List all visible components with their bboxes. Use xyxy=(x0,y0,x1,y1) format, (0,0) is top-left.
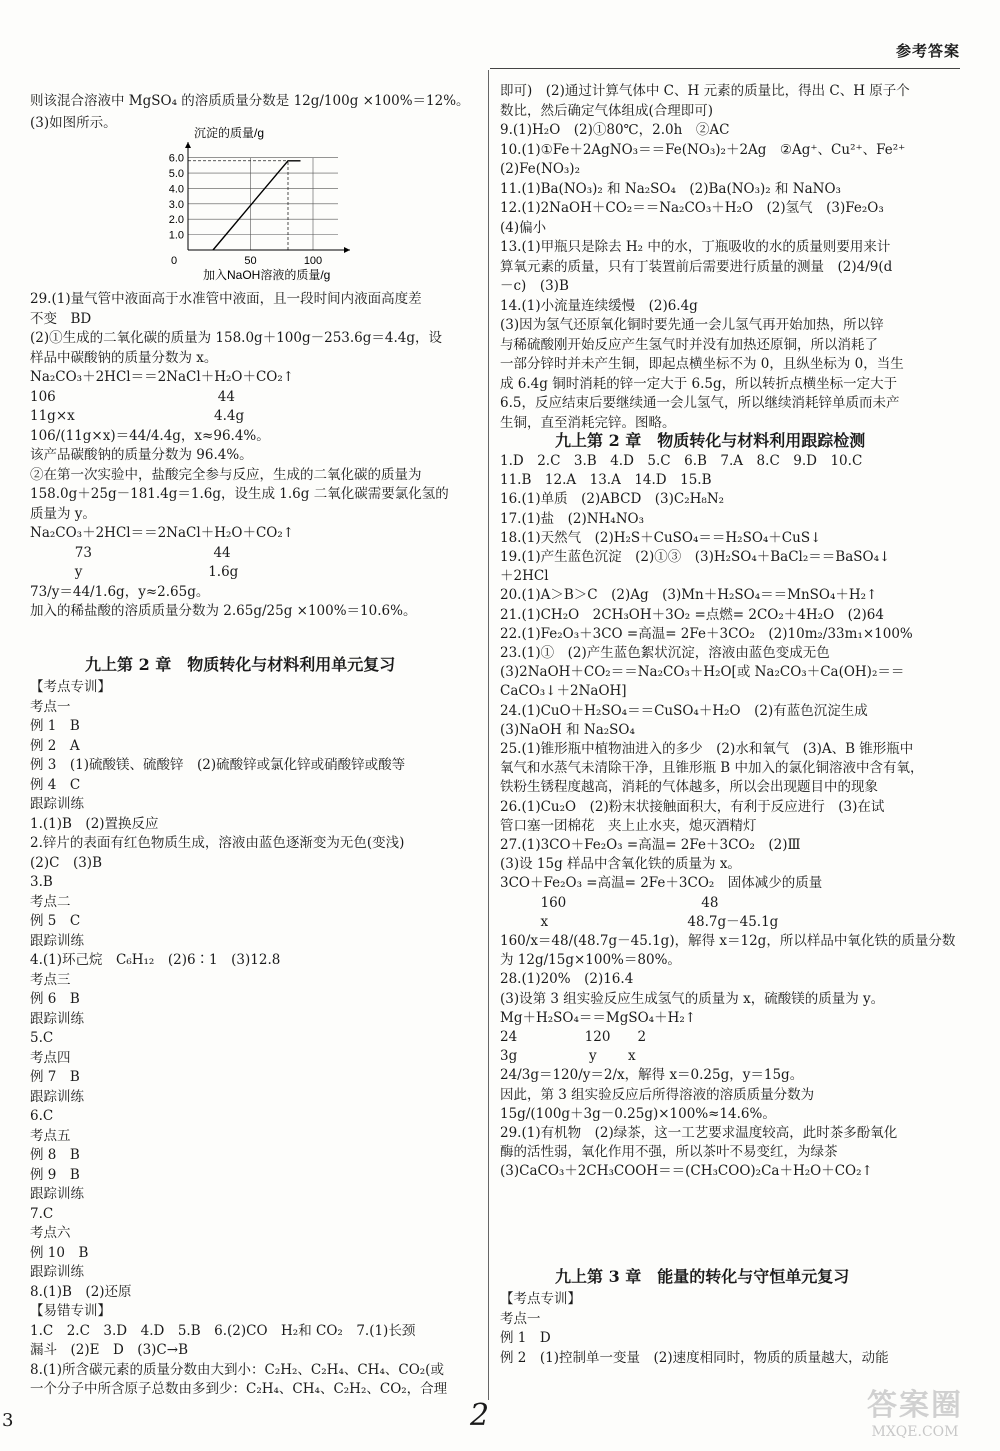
header-title: 参考答案 xyxy=(895,42,960,60)
precipitate-chart xyxy=(150,125,380,285)
header-rule xyxy=(490,68,960,69)
text-line: 6.C xyxy=(30,1108,54,1124)
text-line: 4.(1)环己烷 C₆H₁₂ (2)6∶1 (3)12.8 xyxy=(30,952,281,968)
text-line: 18.(1)天然气 (2)H₂S＋CuSO₄＝＝H₂SO₄＋CuS↓ xyxy=(500,529,822,546)
text-line: 20.(1)A＞B＞C (2)Ag (3)Mn＋H₂SO₄＝＝MnSO₄＋H₂↑ xyxy=(500,587,878,604)
text-line: 氧气和水蒸气未清除干净，且锥形瓶 B 中加入的氯化铜溶液中含有氧， xyxy=(500,760,924,777)
text-line: (4)偏小 xyxy=(500,219,547,236)
section-title: 九上第 2 章 物质转化与材料利用跟踪检测 xyxy=(555,431,866,450)
text-line: 158.0g＋25g－181.4g＝1.6g，设生成 1.6g 二氧化碳需要氯化氢的 xyxy=(30,486,449,502)
text-line: 3g y x xyxy=(500,1048,636,1065)
text-line: 即可) (2)通过计算气体中 C、H 元素的质量比，得出 C、H 原子个 xyxy=(500,83,910,99)
text-line: 加入的稀盐酸的溶质质量分数为 2.65g/25g ×100%＝10.6%。 xyxy=(30,603,417,619)
text-line: 跟踪训练 xyxy=(30,1264,84,1280)
text-line: 管口塞一团棉花 夹上止水夹，熄灭酒精灯 xyxy=(500,817,757,834)
text-line: Mg＋H₂SO₄＝＝MgSO₄＋H₂↑ xyxy=(500,1009,697,1026)
text-line: 11g×x 4.4g xyxy=(30,408,245,424)
text-line: 质量为 y。 xyxy=(30,505,96,522)
y-tick-label: 4.0 xyxy=(168,183,184,196)
text-line: 生铜，直至消耗完锌。图略。 xyxy=(500,414,676,431)
text-line: Na₂CO₃＋2HCl＝＝2NaCl＋H₂O＋CO₂↑ xyxy=(30,525,295,541)
text-line: 例 10 B xyxy=(30,1244,89,1261)
x-tick-label: 100 xyxy=(303,255,323,267)
text-line: 例 5 C xyxy=(30,913,81,929)
x-axis-label: 加入NaOH溶液的质量/g xyxy=(203,268,331,282)
text-line: 例 9 B xyxy=(30,1166,80,1183)
text-line: 跟踪训练 xyxy=(30,1088,84,1105)
text-line: (3)如图所示。 xyxy=(30,115,117,131)
text-line: 为 12g/15g×100%＝80%。 xyxy=(500,952,681,969)
text-line: 1.D 2.C 3.B 4.D 5.C 6.B 7.A 8.C 9.D 10.C xyxy=(500,453,863,469)
text-line: 与稀硫酸刚开始反应产生氢气时并没有加热还原铜，所以消耗了 xyxy=(500,336,878,353)
text-line: 106/(11g×x)＝44/4.4g，x≈96.4%。 xyxy=(30,427,270,444)
text-line: 算氧元素的质量，只有丁装置前后需要进行质量的测量 (2)4/9(d xyxy=(500,258,893,275)
text-line: ＋2HCl xyxy=(500,568,549,585)
text-line: (3)NaOH 和 Na₂SO₄ xyxy=(500,721,635,738)
text-line: 73/y＝44/1.6g，y≈2.65g。 xyxy=(30,583,210,600)
text-line: 一部分锌时并未产生铜，即起点横坐标不为 0，且纵坐标为 0，当生 xyxy=(500,356,904,372)
text-line: 16.(1)单质 (2)ABCD (3)C₂H₈N₂ xyxy=(500,491,725,508)
text-line: 25.(1)锥形瓶中植物油进入的多少 (2)水和氧气 (3)A、B 锥形瓶中 xyxy=(500,741,914,757)
column-divider xyxy=(488,70,489,1400)
text-line: 不变 BD xyxy=(30,310,92,327)
y-tick-label: 3.0 xyxy=(168,198,184,211)
text-line: 考点一 xyxy=(500,1310,541,1327)
text-line: 13.(1)甲瓶只是除去 H₂ 中的水，丁瓶吸收的水的质量则要用来计 xyxy=(500,239,891,255)
text-line: 160 48 xyxy=(500,894,719,911)
text-line: 29.(1)量气管中液面高于水准管中液面，且一段时间内液面高度差 xyxy=(30,291,422,307)
text-line: 一个分子中所含原子总数由多到少：C₂H₄、CH₄、C₂H₂、CO₂，合理 xyxy=(30,1381,448,1397)
text-line: 10.(1)①Fe＋2AgNO₃＝＝Fe(NO₃)₂＋2Ag ②Ag⁺、Cu²⁺、Fe²⁺ xyxy=(500,141,906,158)
text-line: y 1.6g xyxy=(30,564,239,580)
text-line: (3)设第 3 组实验反应生成氢气的质量为 x，硫酸镁的质量为 y。 xyxy=(500,990,885,1007)
text-line: (2)Fe(NO₃)₂ xyxy=(500,161,580,177)
text-line: 例 2 A xyxy=(30,737,80,754)
text-line: 考点六 xyxy=(30,1225,71,1241)
text-line: 跟踪训练 xyxy=(30,1010,84,1027)
text-line: 12.(1)2NaOH＋CO₂＝＝Na₂CO₃＋H₂O (2)氢气 (3)Fe₂O₃ xyxy=(500,200,884,216)
text-line: 考点二 xyxy=(30,893,71,910)
page-number: 3 xyxy=(2,1410,14,1431)
x-tick-label: 0 xyxy=(170,255,178,267)
text-line: 160/x＝48/(48.7g－45.1g)，解得 x＝12g，所以样品中氧化铁的质量分数 xyxy=(500,933,956,949)
text-line: 11.B 12.A 13.A 14.D 15.B xyxy=(500,472,712,489)
text-line: 考点五 xyxy=(30,1127,71,1144)
text-line: 例 8 B xyxy=(30,1147,80,1163)
text-line: 【易错专训】 xyxy=(30,1303,111,1319)
text-line: 成 6.4g 铜时消耗的锌一定大于 6.5g，所以转折点横坐标一定大于 xyxy=(500,375,898,392)
watermark-logo: 答案圈 xyxy=(867,1388,963,1423)
text-line: 例 1 D xyxy=(500,1330,551,1346)
section-title: 九上第 2 章 物质转化与材料利用单元复习 xyxy=(85,655,396,674)
text-line: 17.(1)盐 (2)NH₄NO₃ xyxy=(500,510,645,527)
y-axis-arrow xyxy=(185,142,191,148)
text-line: 19.(1)产生蓝色沉淀 (2)①③ (3)H₂SO₄＋BaCl₂＝＝BaSO₄↓ xyxy=(500,549,891,565)
text-line: CaCO₃↓＋2NaOH] xyxy=(500,683,627,700)
watermark-url: MXQE.COM xyxy=(871,1424,959,1440)
text-line: 考点四 xyxy=(30,1049,71,1066)
text-line: 则该混合溶液中 MgSO₄ 的溶质质量分数是 12g/100g ×100%＝12%。 xyxy=(30,93,470,109)
text-line: 21.(1)CH₂O 2CH₃OH＋3O₂ =点燃= 2CO₂＋4H₂O (2)64 xyxy=(500,606,884,623)
text-line: 6.5，反应结束后要继续通一会儿氢气，所以继续消耗锌单质而未产 xyxy=(500,395,900,411)
text-line: 例 7 B xyxy=(30,1069,80,1085)
text-line: ②在第一次实验中，盐酸完全参与反应，生成的二氧化碳的质量为 xyxy=(30,466,422,483)
text-line: (3)CaCO₃＋2CH₃COOH＝＝(CH₃COO)₂Ca＋H₂O＋CO₂↑ xyxy=(500,1163,873,1180)
text-line: 跟踪训练 xyxy=(30,796,84,812)
y-tick-label: 2.0 xyxy=(168,214,184,227)
text-line: 15g/(100g＋3g－0.25g)×100%≈14.6%。 xyxy=(500,1105,776,1122)
series-line xyxy=(213,161,301,250)
text-line: Na₂CO₃＋2HCl＝＝2NaCl＋H₂O＋CO₂↑ xyxy=(30,369,295,385)
x-axis-arrow xyxy=(344,247,350,253)
text-line: (3)因为氢气还原氧化铜时要先通一会儿氢气再开始加热，所以锌 xyxy=(500,317,884,333)
text-line: 铁粉生锈程度越高，消耗的气体越多，所以会出现题目中的现象 xyxy=(500,779,878,796)
text-line: 酶的活性弱，氧化作用不强，所以茶叶不易变红，为绿茶 xyxy=(500,1144,838,1161)
text-line: 【考点专训】 xyxy=(500,1291,581,1307)
text-line: (3)2NaOH＋CO₂＝＝Na₂CO₃＋H₂O[或 Na₂CO₃＋Ca(OH)₂＝＝ xyxy=(500,664,905,681)
text-line: 27.(1)3CO＋Fe₂O₃ =高温= 2Fe＋3CO₂ (2)Ⅲ xyxy=(500,837,801,853)
text-line: 5.C xyxy=(30,1030,54,1046)
text-line: 例 2 (1)控制单一变量 (2)速度相同时，物质的质量越大，动能 xyxy=(500,1349,889,1366)
watermark xyxy=(855,1380,975,1440)
text-line: 26.(1)Cu₂O (2)粉末状接触面积大，有利于反应进行 (3)在试 xyxy=(500,798,885,815)
text-line: (2)C (3)B xyxy=(30,854,102,871)
text-line: 考点三 xyxy=(30,971,71,988)
text-line: 2.锌片的表面有红色物质生成，溶液由蓝色逐渐变为无色(变浅) xyxy=(30,835,405,851)
y-tick-label: 5.0 xyxy=(168,168,184,181)
text-line: 23.(1)① (2)产生蓝色絮状沉淀，溶液由蓝色变成无色 xyxy=(500,645,830,661)
text-line: 24/3g＝120/y＝2/x，解得 x＝0.25g，y＝15g。 xyxy=(500,1067,804,1084)
y-axis-label: 沉淀的质量/g xyxy=(194,126,265,140)
section-title: 九上第 3 章 能量的转化与守恒单元复习 xyxy=(555,1267,850,1286)
text-line: 28.(1)20% (2)16.4 xyxy=(500,971,634,988)
text-line: 3.B xyxy=(30,874,53,890)
text-line: 例 1 B xyxy=(30,718,80,734)
text-line: 24 120 2 xyxy=(500,1029,647,1045)
text-line: 3CO＋Fe₂O₃ =高温= 2Fe＋3CO₂ 固体减少的质量 xyxy=(500,875,823,892)
text-line: 漏斗 (2)E D (3)C→B xyxy=(30,1342,188,1358)
text-line: 因此，第 3 组实验反应后所得溶液的溶质质量分数为 xyxy=(500,1086,815,1103)
text-line: 例 3 (1)硫酸镁、硫酸锌 (2)硫酸锌或氯化锌或硝酸锌或酸等 xyxy=(30,757,406,773)
text-line: 例 4 C xyxy=(30,776,81,793)
text-line: 跟踪训练 xyxy=(30,1186,84,1202)
text-line: 9.(1)H₂O (2)①80℃，2.0h ②AC xyxy=(500,122,730,138)
text-line: －c) (3)B xyxy=(500,278,569,294)
text-line: 11.(1)Ba(NO₃)₂ 和 Na₂SO₄ (2)Ba(NO₃)₂ 和 NaNO₃ xyxy=(500,180,841,197)
text-line: 7.C xyxy=(30,1205,54,1222)
text-line: 考点一 xyxy=(30,698,71,715)
text-line: 14.(1)小流量连续缓慢 (2)6.4g xyxy=(500,297,698,314)
text-line: 73 44 xyxy=(30,544,231,561)
y-tick-label: 6.0 xyxy=(168,152,184,165)
text-line: 24.(1)CuO＋H₂SO₄＝＝CuSO₄＋H₂O (2)有蓝色沉淀生成 xyxy=(500,702,868,719)
text-line: 【考点专训】 xyxy=(30,679,111,695)
text-line: 1.(1)B (2)置换反应 xyxy=(30,815,159,832)
text-line: 106 44 xyxy=(30,388,235,405)
text-line: 样品中碳酸钠的质量分数为 x。 xyxy=(30,349,218,366)
text-line: 8.(1)B (2)还原 xyxy=(30,1283,132,1300)
text-line: (2)①生成的二氧化碳的质量为 158.0g＋100g－253.6g＝4.4g，设 xyxy=(30,330,443,346)
text-line: 22.(1)Fe₂O₃＋3CO =高温= 2Fe＋3CO₂ (2)10m₂/33m₁×100% xyxy=(500,625,913,642)
text-line: 例 6 B xyxy=(30,991,80,1007)
text-line: 1.C 2.C 3.D 4.D 5.B 6.(2)CO H₂和 CO₂ 7.(1)长颈 xyxy=(30,1322,416,1339)
text-line: 该产品碳酸钠的质量分数为 96.4%。 xyxy=(30,447,253,463)
text-line: 跟踪训练 xyxy=(30,932,84,949)
text-line: x 48.7g－45.1g xyxy=(500,913,779,930)
text-line: 8.(1)所含碳元素的质量分数由大到小：C₂H₂、C₂H₄、CH₄、CO₂(或 xyxy=(30,1361,444,1378)
x-tick-label: 50 xyxy=(244,255,257,267)
handwritten-page-number: 2 xyxy=(470,1398,490,1433)
y-tick-label: 1.0 xyxy=(168,229,184,242)
text-line: (3)设 15g 样品中含氧化铁的质量为 x。 xyxy=(500,856,741,873)
text-line: 数比，然后确定气体组成(合理即可) xyxy=(500,102,714,119)
text-line: 29.(1)有机物 (2)绿茶，这一工艺要求温度较高，此时茶多酚氧化 xyxy=(500,1125,898,1141)
